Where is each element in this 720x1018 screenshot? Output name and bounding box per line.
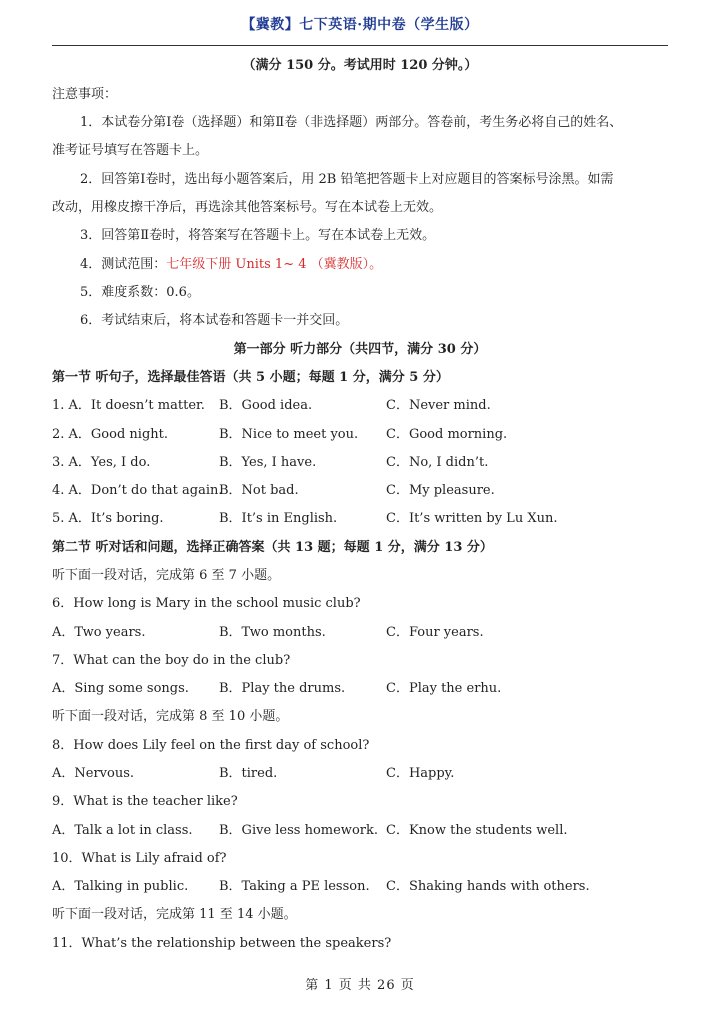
page-number-footer: 第 1 页 共 26 页	[305, 978, 415, 993]
q6-option-c: C．Four years.	[386, 625, 484, 640]
notice-item-1-line2: 准考证号填写在答题卡上。	[52, 143, 209, 158]
page-header-title: 【冀教】七下英语·期中卷（学生版）	[241, 17, 479, 33]
q2-option-c: C．Good morning.	[386, 427, 508, 442]
header-divider	[52, 45, 668, 46]
q5-option-b: B．It’s in English.	[219, 511, 338, 526]
notice-item-4-prefix: 4．测试范围：	[80, 257, 167, 272]
q9-stem: 9．What is the teacher like?	[52, 794, 238, 809]
score-note: （满分 150 分。考试用时 120 分钟。）	[242, 58, 478, 73]
q2-option-b: B．Nice to meet you.	[219, 427, 359, 442]
q3-option-b: B．Yes, I have.	[219, 455, 317, 470]
notice-heading: 注意事项：	[52, 87, 118, 102]
notice-item-4	[52, 256, 700, 274]
q8-option-b: B．tired.	[219, 766, 278, 781]
q5-option-c: C．It’s written by Lu Xun.	[386, 511, 558, 526]
notice-item-2-line2: 改动，用橡皮擦干净后，再选涂其他答案标号。写在本试卷上无效。	[52, 200, 443, 215]
q10-stem: 10．What is Lily afraid of?	[52, 851, 227, 866]
q7-stem: 7．What can the boy do in the club?	[52, 653, 291, 668]
q7-option-b: B．Play the drums.	[219, 681, 346, 696]
q4-option-c: C．My pleasure.	[386, 483, 495, 498]
q8-option-a: A．Nervous.	[52, 766, 135, 781]
q10-option-a: A．Talking in public.	[52, 879, 189, 894]
q3-option-a: 3. A．Yes, I do.	[52, 455, 151, 470]
q10-option-c: C．Shaking hands with others.	[386, 879, 590, 894]
notice-item-2-line1: 2．回答第Ⅰ卷时，选出每小题答案后，用 2B 铅笔把答题卡上对应题目的答案标号涂黑。如需	[80, 172, 614, 187]
q7-option-c: C．Play the erhu.	[386, 681, 502, 696]
q9-option-c: C．Know the students well.	[386, 823, 568, 838]
q2-option-a: 2. A．Good night.	[52, 427, 168, 442]
dialogue-intro-2: 听下面一段对话，完成第 8 至 10 小题。	[52, 709, 289, 724]
test-scope-highlight: 七年级下册 Units 1~ 4 （冀教版）。	[166, 257, 383, 272]
notice-item-6: 6．考试结束后，将本试卷和答题卡一并交回。	[80, 313, 349, 328]
q3-option-c: C．No, I didn’t.	[386, 455, 489, 470]
q5-option-a: 5. A．It’s boring.	[52, 511, 164, 526]
q1-option-a: 1. A．It doesn’t matter.	[52, 398, 205, 413]
q8-option-c: C．Happy.	[386, 766, 455, 781]
q10-option-b: B．Taking a PE lesson.	[219, 879, 370, 894]
part1-title: 第一部分 听力部分（共四节，满分 30 分）	[233, 342, 487, 357]
section2-title: 第二节 听对话和问题，选择正确答案（共 13 题；每题 1 分，满分 13 分）	[52, 540, 493, 555]
q9-option-a: A．Talk a lot in class.	[52, 823, 193, 838]
dialogue-intro-1: 听下面一段对话，完成第 6 至 7 小题。	[52, 568, 281, 583]
q1-option-b: B．Good idea.	[219, 398, 313, 413]
q6-stem: 6．How long is Mary in the school music club?	[52, 596, 361, 611]
q11-stem: 11．What’s the relationship between the speakers?	[52, 936, 392, 951]
q6-option-b: B．Two months.	[219, 625, 326, 640]
q4-option-a: 4. A．Don’t do that again.	[52, 483, 223, 498]
q1-option-c: C．Never mind.	[386, 398, 491, 413]
q9-option-b: B．Give less homework.	[219, 823, 378, 838]
q7-option-a: A．Sing some songs.	[52, 681, 189, 696]
q6-option-a: A．Two years.	[52, 625, 146, 640]
q4-option-b: B．Not bad.	[219, 483, 299, 498]
q8-stem: 8．How does Lily feel on the first day of school?	[52, 738, 370, 753]
notice-item-1-line1: 1．本试卷分第Ⅰ卷（选择题）和第Ⅱ卷（非选择题）两部分。答卷前，考生务必将自己的姓名、	[80, 115, 623, 130]
notice-item-3: 3．回答第Ⅱ卷时，将答案写在答题卡上。写在本试卷上无效。	[80, 228, 436, 243]
section1-title: 第一节 听句子，选择最佳答语（共 5 小题；每题 1 分，满分 5 分）	[52, 370, 449, 385]
notice-item-5: 5．难度系数：0.6。	[80, 285, 200, 300]
dialogue-intro-3: 听下面一段对话，完成第 11 至 14 小题。	[52, 907, 297, 922]
